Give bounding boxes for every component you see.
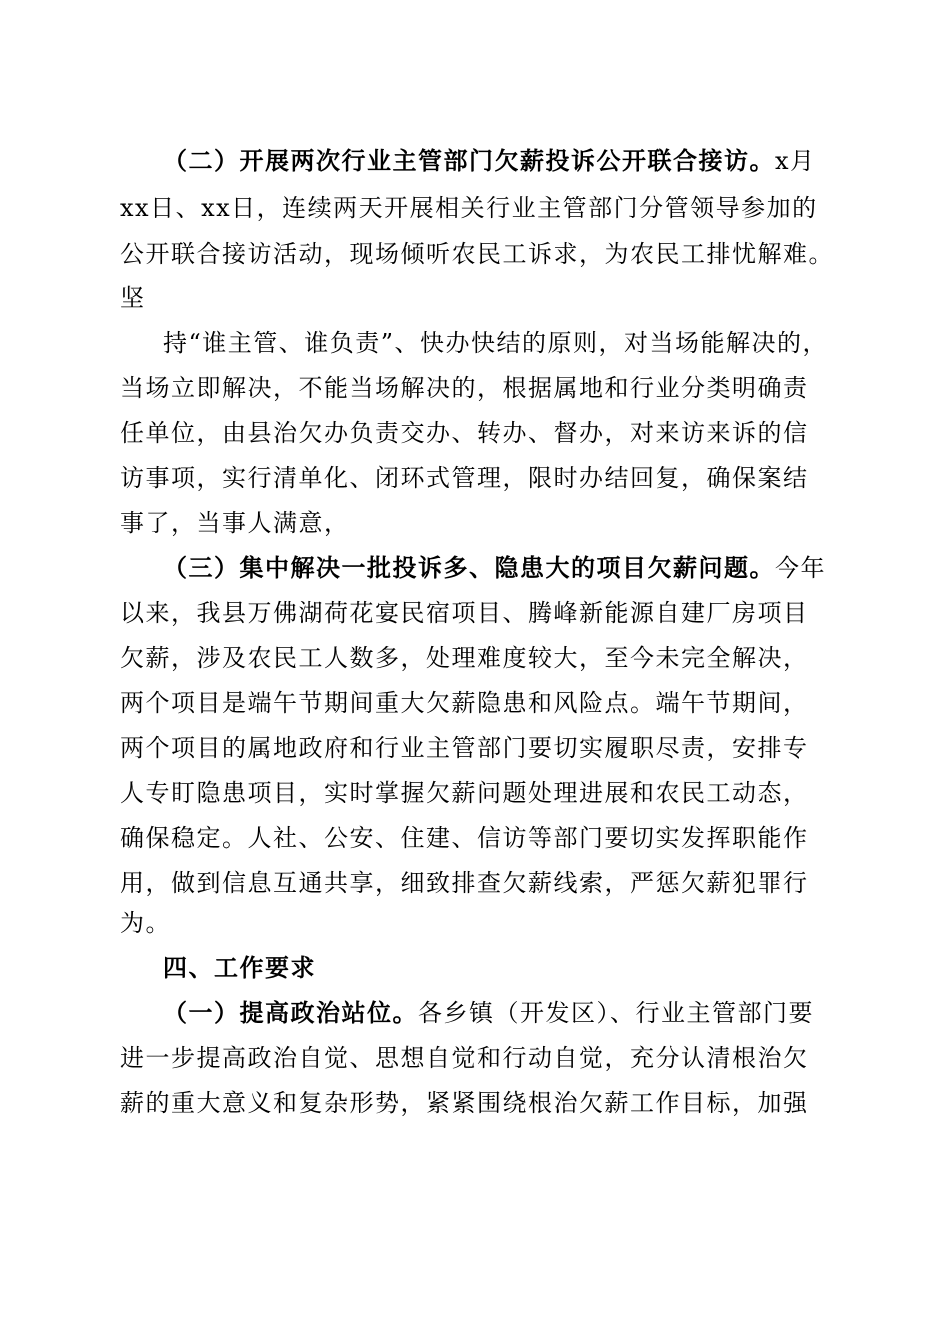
line-text: 欠薪，涉及农民工人数多，处理难度较大，至今未完全解决， [120,644,809,672]
section-4-heading-line [163,953,316,983]
paragraph-3-heading: （三）集中解决一批投诉多、隐患大的项目欠薪问题。 [163,553,775,582]
paragraph-cont-line-1 [163,328,828,358]
paragraph-2-line-1 [163,146,816,176]
line-text: 公开联合接访活动，现场倾听农民工诉求，为农民工排忧解难。 [120,240,834,268]
paragraph-4-1-line-2 [120,1043,809,1073]
paragraph-cont-line-4 [120,463,809,493]
paragraph-2-line-2 [120,193,818,223]
paragraph-3-line-7 [120,823,809,853]
paragraph-3-line-9 [120,908,171,938]
paragraph-3-line-8 [120,868,809,898]
paragraph-3-line-5 [120,733,809,763]
line-text: 以来，我县万佛湖荷花宴民宿项目、腾峰新能源自建厂房项目 [120,599,809,627]
paragraph-cont-line-3 [120,418,809,448]
line-text: 人专盯隐患项目，实时掌握欠薪问题处理进展和农民工动态， [120,779,809,807]
section-4-heading: 四、工作要求 [163,953,316,982]
paragraph-3-line-4 [120,688,809,718]
line-text: x月 [775,147,816,175]
paragraph-3-line-2 [120,598,809,628]
paragraph-3-line-6 [120,778,809,808]
paragraph-2-heading: （二）开展两次行业主管部门欠薪投诉公开联合接访。 [163,146,775,175]
paragraph-4-1-heading: （一）提高政治站位。 [163,998,418,1027]
paragraph-cont-line-5 [120,508,350,538]
line-text: xx日、xx日，连续两天开展相关行业主管部门分管领导参加的 [120,194,818,222]
line-text: 持“谁主管、谁负责”、快办快结的原则，对当场能解决的， [163,329,829,357]
line-text: 为。 [120,909,171,937]
paragraph-2-line-3 [120,239,834,269]
line-text: 当场立即解决，不能当场解决的，根据属地和行业分类明确责 [120,374,809,402]
line-text: 用，做到信息互通共享，细致排查欠薪线索，严惩欠薪犯罪行 [120,869,809,897]
line-text: 两个项目的属地政府和行业主管部门要切实履职尽责，安排专 [120,734,809,762]
line-text: 访事项，实行清单化、闭环式管理，限时办结回复，确保案结 [120,464,809,492]
paragraph-4-1-line-1 [163,998,814,1028]
line-text: 进一步提高政治自觉、思想自觉和行动自觉，充分认清根治欠 [120,1044,809,1072]
line-text: 坚 [120,284,146,312]
paragraph-cont-line-2 [120,373,809,403]
line-text: 今年 [775,554,826,582]
paragraph-3-line-3 [120,643,809,673]
line-text: 任单位，由县治欠办负责交办、转办、督办，对来访来诉的信 [120,419,809,447]
line-text: 薪的重大意义和复杂形势，紧紧围绕根治欠薪工作目标，加强 [120,1089,809,1117]
paragraph-4-1-line-3 [120,1088,809,1118]
line-text: 各乡镇（开发区）、行业主管部门要 [418,999,814,1027]
line-text: 两个项目是端午节期间重大欠薪隐患和风险点。端午节期间， [120,689,809,717]
paragraph-3-line-1 [163,553,826,583]
line-text: 确保稳定。人社、公安、住建、信访等部门要切实发挥职能作 [120,824,809,852]
paragraph-2-line-4 [120,283,146,313]
line-text: 事了，当事人满意， [120,509,350,537]
